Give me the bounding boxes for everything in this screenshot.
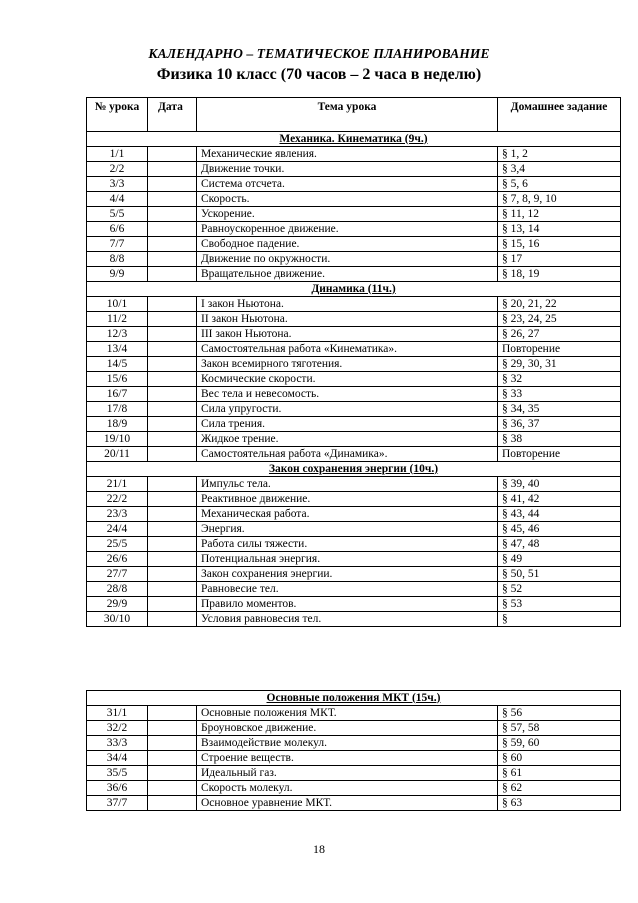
lesson-number-cell: 31/1: [87, 706, 148, 721]
table-row: [87, 357, 621, 372]
topic-cell: Правило моментов.: [197, 597, 498, 612]
table-row: [87, 387, 621, 402]
topic-cell: Скорость.: [197, 192, 498, 207]
topic-cell: Основные положения МКТ.: [197, 706, 498, 721]
topic-cell: Жидкое трение.: [197, 432, 498, 447]
topic-cell: Энергия.: [197, 522, 498, 537]
date-cell: [148, 766, 197, 781]
homework-cell: § 36, 37: [498, 417, 621, 432]
lesson-number-cell: 19/10: [87, 432, 148, 447]
topic-cell: Потенциальная энергия.: [197, 552, 498, 567]
table-row: [87, 766, 621, 781]
lesson-number-cell: 30/10: [87, 612, 148, 627]
column-header-topic: Тема урока: [197, 98, 498, 132]
topic-cell: III закон Ньютона.: [197, 327, 498, 342]
date-cell: [148, 751, 197, 766]
table-row: [87, 372, 621, 387]
table-row: [87, 312, 621, 327]
lesson-number-cell: 25/5: [87, 537, 148, 552]
table-body-mkt: [87, 691, 621, 811]
table-row: [87, 582, 621, 597]
lesson-number-cell: 15/6: [87, 372, 148, 387]
homework-cell: § 34, 35: [498, 402, 621, 417]
section-title: Основные положения МКТ (15ч.): [87, 691, 621, 706]
topic-cell: Равновесие тел.: [197, 582, 498, 597]
section-header-row: [87, 282, 621, 297]
date-cell: [148, 432, 197, 447]
table-row: [87, 567, 621, 582]
date-cell: [148, 507, 197, 522]
date-cell: [148, 222, 197, 237]
homework-cell: § 18, 19: [498, 267, 621, 282]
topic-cell: Скорость молекул.: [197, 781, 498, 796]
lesson-number-cell: 10/1: [87, 297, 148, 312]
table-row: [87, 492, 621, 507]
homework-cell: § 59, 60: [498, 736, 621, 751]
homework-cell: § 57, 58: [498, 721, 621, 736]
section-title: Закон сохранения энергии (10ч.): [87, 462, 621, 477]
date-cell: [148, 162, 197, 177]
section-header-row: [87, 462, 621, 477]
lesson-number-cell: 7/7: [87, 237, 148, 252]
lesson-number-cell: 6/6: [87, 222, 148, 237]
section-title: Динамика (11ч.): [87, 282, 621, 297]
table-header-row: [87, 98, 621, 132]
homework-cell: § 38: [498, 432, 621, 447]
date-cell: [148, 567, 197, 582]
homework-cell: § 11, 12: [498, 207, 621, 222]
topic-cell: Работа силы тяжести.: [197, 537, 498, 552]
date-cell: [148, 612, 197, 627]
homework-cell: § 7, 8, 9, 10: [498, 192, 621, 207]
table-row: [87, 447, 621, 462]
homework-cell: § 63: [498, 796, 621, 811]
table-row: [87, 297, 621, 312]
date-cell: [148, 597, 197, 612]
table-row: [87, 612, 621, 627]
date-cell: [148, 357, 197, 372]
date-cell: [148, 297, 197, 312]
homework-cell: § 33: [498, 387, 621, 402]
topic-cell: Броуновское движение.: [197, 721, 498, 736]
date-cell: [148, 342, 197, 357]
table-row: [87, 751, 621, 766]
homework-cell: § 23, 24, 25: [498, 312, 621, 327]
topic-cell: Самостоятельная работа «Динамика».: [197, 447, 498, 462]
homework-cell: § 52: [498, 582, 621, 597]
lesson-number-cell: 34/4: [87, 751, 148, 766]
table-row: [87, 537, 621, 552]
date-cell: [148, 267, 197, 282]
topic-cell: Система отсчета.: [197, 177, 498, 192]
date-cell: [148, 147, 197, 162]
date-cell: [148, 796, 197, 811]
homework-cell: § 3,4: [498, 162, 621, 177]
table-row: [87, 477, 621, 492]
lesson-number-cell: 29/9: [87, 597, 148, 612]
table-row: [87, 522, 621, 537]
table-row: [87, 721, 621, 736]
table-row: [87, 552, 621, 567]
table-row: [87, 327, 621, 342]
table-row: [87, 237, 621, 252]
lesson-number-cell: 2/2: [87, 162, 148, 177]
column-header-lesson-number: № урока: [87, 98, 148, 132]
homework-cell: § 39, 40: [498, 477, 621, 492]
section-header-row: [87, 132, 621, 147]
homework-cell: § 15, 16: [498, 237, 621, 252]
topic-cell: Космические скорости.: [197, 372, 498, 387]
topic-cell: Основное уравнение МКТ.: [197, 796, 498, 811]
table-row: [87, 597, 621, 612]
lesson-number-cell: 18/9: [87, 417, 148, 432]
homework-cell: § 61: [498, 766, 621, 781]
table-row: [87, 162, 621, 177]
date-cell: [148, 522, 197, 537]
lesson-number-cell: 16/7: [87, 387, 148, 402]
lesson-number-cell: 37/7: [87, 796, 148, 811]
table-row: [87, 781, 621, 796]
table-row: [87, 207, 621, 222]
topic-cell: I закон Ньютона.: [197, 297, 498, 312]
table-row: [87, 147, 621, 162]
date-cell: [148, 252, 197, 267]
lesson-number-cell: 28/8: [87, 582, 148, 597]
date-cell: [148, 192, 197, 207]
homework-cell: § 49: [498, 552, 621, 567]
homework-cell: § 26, 27: [498, 327, 621, 342]
lesson-number-cell: 27/7: [87, 567, 148, 582]
lesson-number-cell: 33/3: [87, 736, 148, 751]
lesson-number-cell: 35/5: [87, 766, 148, 781]
document-subtitle: Физика 10 класс (70 часов – 2 часа в неделю): [156, 66, 482, 83]
lesson-number-cell: 8/8: [87, 252, 148, 267]
table-row: [87, 417, 621, 432]
topic-cell: Свободное падение.: [197, 237, 498, 252]
table-row: [87, 267, 621, 282]
homework-cell: § 45, 46: [498, 522, 621, 537]
lesson-number-cell: 22/2: [87, 492, 148, 507]
lesson-number-cell: 36/6: [87, 781, 148, 796]
schedule-table-mkt: [86, 690, 621, 811]
date-cell: [148, 207, 197, 222]
date-cell: [148, 706, 197, 721]
topic-cell: II закон Ньютона.: [197, 312, 498, 327]
topic-cell: Движение по окружности.: [197, 252, 498, 267]
table-row: [87, 177, 621, 192]
topic-cell: Вращательное движение.: [197, 267, 498, 282]
homework-cell: § 29, 30, 31: [498, 357, 621, 372]
table-row: [87, 432, 621, 447]
lesson-number-cell: 32/2: [87, 721, 148, 736]
lesson-number-cell: 24/4: [87, 522, 148, 537]
section-title: Механика. Кинематика (9ч.): [87, 132, 621, 147]
homework-cell: Повторение: [498, 342, 621, 357]
homework-cell: § 41, 42: [498, 492, 621, 507]
topic-cell: Реактивное движение.: [197, 492, 498, 507]
lesson-number-cell: 3/3: [87, 177, 148, 192]
table-row: [87, 706, 621, 721]
homework-cell: § 60: [498, 751, 621, 766]
topic-cell: Закон всемирного тяготения.: [197, 357, 498, 372]
homework-cell: § 1, 2: [498, 147, 621, 162]
homework-cell: Повторение: [498, 447, 621, 462]
date-cell: [148, 552, 197, 567]
lesson-number-cell: 21/1: [87, 477, 148, 492]
date-cell: [148, 492, 197, 507]
date-cell: [148, 177, 197, 192]
topic-cell: Механическая работа.: [197, 507, 498, 522]
lesson-number-cell: 11/2: [87, 312, 148, 327]
lesson-number-cell: 1/1: [87, 147, 148, 162]
homework-cell: § 53: [498, 597, 621, 612]
lesson-number-cell: 13/4: [87, 342, 148, 357]
table-row: [87, 222, 621, 237]
topic-cell: Равноускоренное движение.: [197, 222, 498, 237]
section-header-row: [87, 691, 621, 706]
topic-cell: Движение точки.: [197, 162, 498, 177]
homework-cell: § 32: [498, 372, 621, 387]
column-header-date: Дата: [148, 98, 197, 132]
topic-cell: Сила трения.: [197, 417, 498, 432]
lesson-number-cell: 9/9: [87, 267, 148, 282]
homework-cell: § 50, 51: [498, 567, 621, 582]
date-cell: [148, 537, 197, 552]
date-cell: [148, 781, 197, 796]
date-cell: [148, 237, 197, 252]
homework-cell: § 56: [498, 706, 621, 721]
lesson-number-cell: 5/5: [87, 207, 148, 222]
homework-cell: § 13, 14: [498, 222, 621, 237]
lesson-number-cell: 4/4: [87, 192, 148, 207]
topic-cell: Сила упругости.: [197, 402, 498, 417]
date-cell: [148, 721, 197, 736]
table-row: [87, 796, 621, 811]
table-row: [87, 192, 621, 207]
table-row: [87, 252, 621, 267]
topic-cell: Строение веществ.: [197, 751, 498, 766]
table-row: [87, 507, 621, 522]
table-row: [87, 342, 621, 357]
table-body-main: [87, 132, 621, 627]
homework-cell: § 5, 6: [498, 177, 621, 192]
date-cell: [148, 417, 197, 432]
lesson-number-cell: 14/5: [87, 357, 148, 372]
topic-cell: Вес тела и невесомость.: [197, 387, 498, 402]
document-title: КАЛЕНДАРНО – ТЕМАТИЧЕСКОЕ ПЛАНИРОВАНИЕ: [148, 46, 490, 61]
date-cell: [148, 312, 197, 327]
date-cell: [148, 447, 197, 462]
lesson-number-cell: 23/3: [87, 507, 148, 522]
homework-cell: § 20, 21, 22: [498, 297, 621, 312]
date-cell: [148, 402, 197, 417]
topic-cell: Идеальный газ.: [197, 766, 498, 781]
homework-cell: § 17: [498, 252, 621, 267]
homework-cell: §: [498, 612, 621, 627]
topic-cell: Условия равновесия тел.: [197, 612, 498, 627]
date-cell: [148, 477, 197, 492]
date-cell: [148, 372, 197, 387]
topic-cell: Закон сохранения энергии.: [197, 567, 498, 582]
homework-cell: § 47, 48: [498, 537, 621, 552]
topic-cell: Взаимодействие молекул.: [197, 736, 498, 751]
topic-cell: Ускорение.: [197, 207, 498, 222]
date-cell: [148, 327, 197, 342]
lesson-number-cell: 20/11: [87, 447, 148, 462]
schedule-table-main: [86, 97, 621, 627]
topic-cell: Механические явления.: [197, 147, 498, 162]
page-number: 18: [313, 842, 325, 856]
date-cell: [148, 387, 197, 402]
date-cell: [148, 582, 197, 597]
date-cell: [148, 736, 197, 751]
topic-cell: Самостоятельная работа «Кинематика».: [197, 342, 498, 357]
lesson-number-cell: 26/6: [87, 552, 148, 567]
homework-cell: § 43, 44: [498, 507, 621, 522]
table-row: [87, 402, 621, 417]
column-header-homework: Домашнее задание: [498, 98, 621, 132]
lesson-number-cell: 12/3: [87, 327, 148, 342]
lesson-number-cell: 17/8: [87, 402, 148, 417]
homework-cell: § 62: [498, 781, 621, 796]
table-row: [87, 736, 621, 751]
topic-cell: Импульс тела.: [197, 477, 498, 492]
